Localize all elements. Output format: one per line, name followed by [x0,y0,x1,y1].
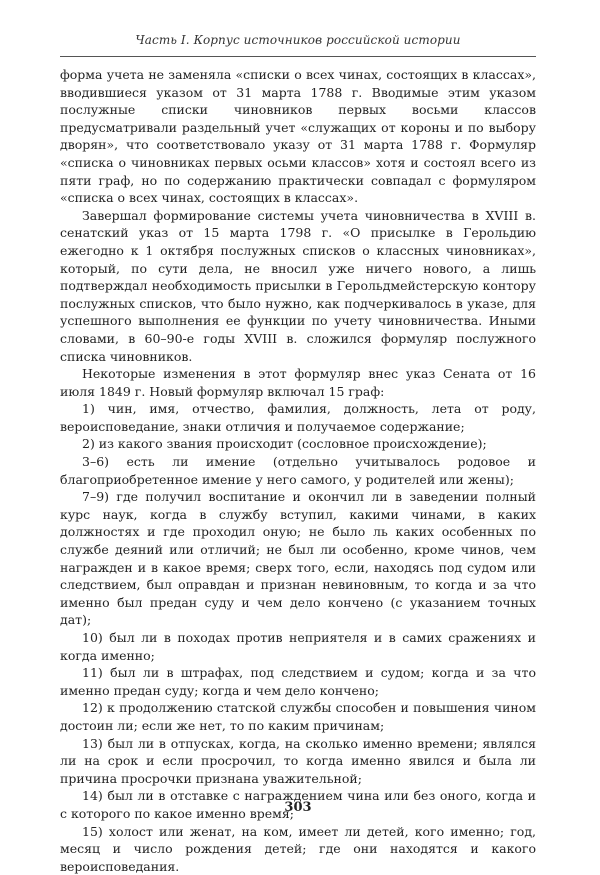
list-item: 7–9) где получил воспитание и окончил ли в заведении полный курс наук, когда в службу вступил, какими чинами, в каких должностях и где проходил оную; не было ль каких особенных по службе деяний или отличий; не был ли особенно, кроме чинов, чем награжден и в какое время; сверх того, если, находясь под судом или следствием, был оправдан и признан невиновным, то когда и за что именно был предан суду и чем дело кончено (с указанием точных дат); [60,489,536,628]
list-item: 13) был ли в отпусках, когда, на сколько именно времени; являлся ли на срок и если просрочил, то когда именно явился и была ли причина просрочки признана уважительной; [60,735,536,786]
paragraph-continuation: форма учета не заменяла «списки о всех чинах, состоящих в классах», вводившиеся указом от 31 марта 1788 г. Вводимые этим указом послужные списки чиновников первых восьми классов предусматривали раздельный учет «служащих от короны и по выбору дворян», что соответствовало указу от 31 марта 1788 г. Формуляр «списка о чиновниках первых осьми классов» хотя и состоял всего из пяти граф, но по содержанию практически совпадал с формуляром «списка о всех чинах, состоящих в классах». [60,67,536,206]
list-item: 2) из какого звания происходит (сословное происхождение); [82,436,487,452]
list-item: 10) был ли в походах против неприятеля и в самих сражениях и когда именно; [60,630,536,663]
list-item: 14) был ли в отставке с награждением чина или без оного, когда и с которого по какое именно время; [60,788,536,821]
page-body [60,66,536,875]
paragraph: Завершал формирование системы учета чиновничества в XVIII в. сенатский указ от 15 марта 1798 г. «О присылке в Герольдию ежегодно к 1 октября послужных списков о классных чиновниках», который, по сути дела, не вносил уже ничего нового, а лишь подтверждал необходимость присылки в Герольдмейстерскую контору послужных списков, что было нужно, как подчеркивалось в указе, для успешного выполнения ее функции по учету чиновничества. Иными словами, в 60–90-е годы XVIII в. сложился формуляр послужного списка чиновников. [60,207,536,364]
list-item: 11) был ли в штрафах, под следствием и судом; когда и за что именно предан суду; когда и чем дело кончено; [60,665,536,698]
list-item: 1) чин, имя, отчество, фамилия, должность, лета от роду, вероисповедание, знаки отличия и получаемое содержание; [60,401,536,434]
paragraph: Некоторые изменения в этот формуляр внес указ Сената от 16 июля 1849 г. Новый формуляр включал 15 граф: [60,366,536,399]
list-item: 15) холост или женат, на ком, имеет ли детей, кого именно; год, месяц и число рождения детей; где они находятся и какого вероисповедания. [60,823,536,874]
page-number: 303 [284,800,312,815]
list-item: 12) к продолжению статской службы способен и повышения чином достоин ли; если же нет, то по каким причинам; [60,700,536,733]
running-head-title: Часть I. Корпус источников российской истории [135,33,461,47]
list-item: 3–6) есть ли имение (отдельно учитывалось родовое и благоприобретенное имение у него самого, у родителей или жены); [60,454,536,487]
header-divider [60,56,536,57]
